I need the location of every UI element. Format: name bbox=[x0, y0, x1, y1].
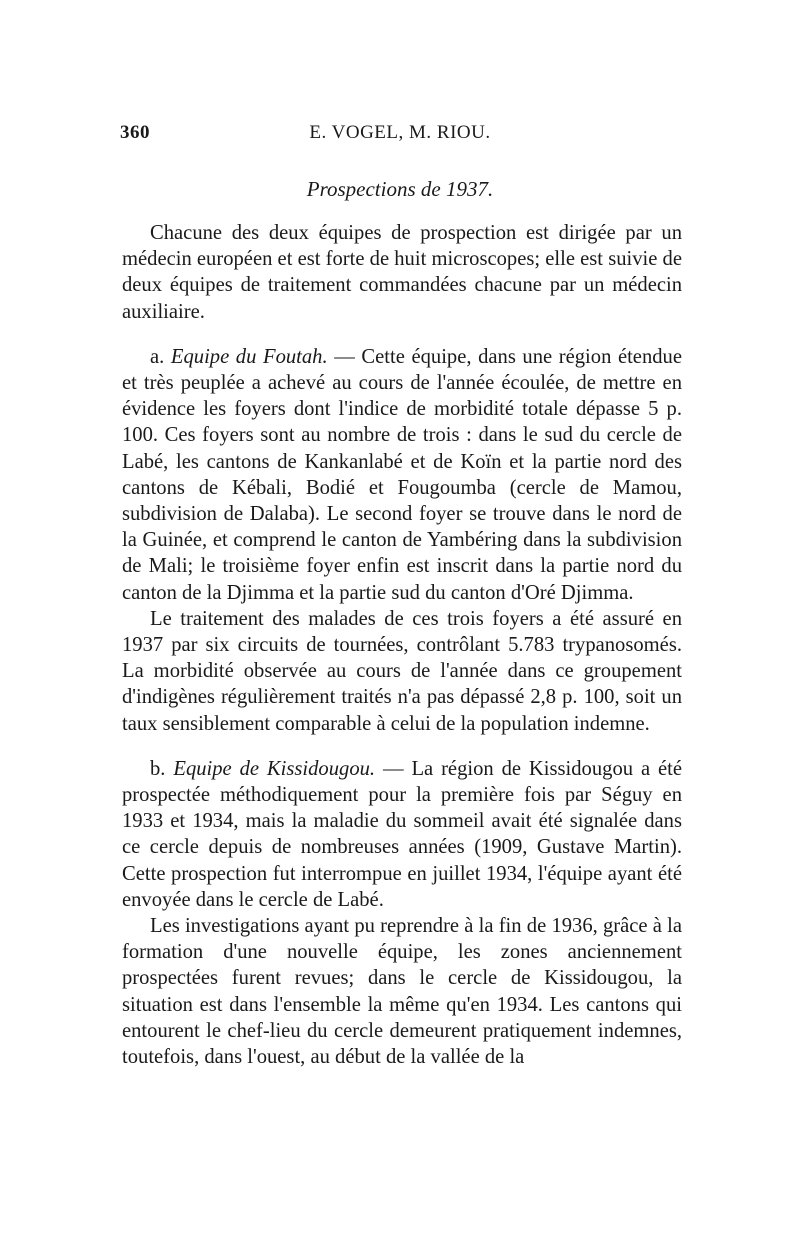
paragraph bbox=[122, 756, 682, 913]
item-label: a. bbox=[150, 345, 165, 368]
page-number: 360 bbox=[120, 122, 150, 143]
paragraph bbox=[122, 344, 682, 606]
paragraph bbox=[122, 220, 682, 325]
item-heading: Equipe de Kissidougou. bbox=[173, 757, 376, 780]
paragraph-text: — La région de Kissidougou a été prospectée méthodiquement pour la première fois par Séguy en 1933 et 1934, mais la maladie du sommeil avait été signalée dans ce cercle depuis de nombreuses années (1909, Gustave Martin). Cette prospection fut interrompue en juillet 1934, l'équipe ayant été envoyée dans le cercle de Labé. bbox=[122, 757, 682, 911]
paragraph-text: Les investigations ayant pu reprendre à la fin de 1936, grâce à la formation d'une nouvelle équipe, les zones anciennement prospectées furent revues; dans le cercle de Kissidougou, la situation est dans l'ensemble la même qu'en 1934. Les cantons qui entourent le chef-lieu du cercle demeurent pratiquement indemnes, toutefois, dans l'ouest, au début de la vallée de la bbox=[122, 915, 682, 1069]
body-text bbox=[122, 220, 682, 1070]
item-label: b. bbox=[150, 757, 166, 780]
paragraph-text: Le traitement des malades de ces trois foyers a été assuré en 1937 par six circuits de tournées, contrôlant 5.783 trypanosomés. La morbidité observée au cours de l'année dans ce groupement d'indigènes régulièrement traités n'a pas dépassé 2,8 p. 100, soit un taux sensiblement comparable à celui de la population indemne. bbox=[122, 607, 682, 735]
item-heading: Equipe du Foutah. bbox=[170, 345, 328, 368]
paragraph-text: — Cette équipe, dans une région étendue et très peuplée a achevé au cours de l'année écoulée, de mettre en évidence les foyers dont l'indice de morbidité totale dépasse 5 p. 100. Ces foyers sont au nombre de trois : dans le sud du cercle de Labé, les cantons de Kankanlabé et de Koïn et la partie nord des cantons de Kébali, Bodié et Fougoumba (cercle de Mamou, subdivision de Dalaba). Le second foyer se trouve dans le nord de la Guinée, et comprend le canton de Yambéring dans la subdivision de Mali; le troisième foyer enfin est inscrit dans la partie nord du canton de la Djimma et la partie sud du canton d'Oré Djimma. bbox=[122, 345, 682, 604]
paragraph-text: Chacune des deux équipes de prospection est dirigée par un médecin européen et est forte de huit microscopes; elle est suivie de deux équipes de traitement commandées chacune par un médecin auxiliaire. bbox=[122, 222, 682, 323]
running-title: E. VOGEL, M. RIOU. bbox=[309, 122, 491, 143]
paragraph bbox=[122, 606, 682, 737]
running-head bbox=[120, 122, 680, 152]
section-title: Prospections de 1937. bbox=[306, 177, 494, 201]
paragraph bbox=[122, 913, 682, 1070]
